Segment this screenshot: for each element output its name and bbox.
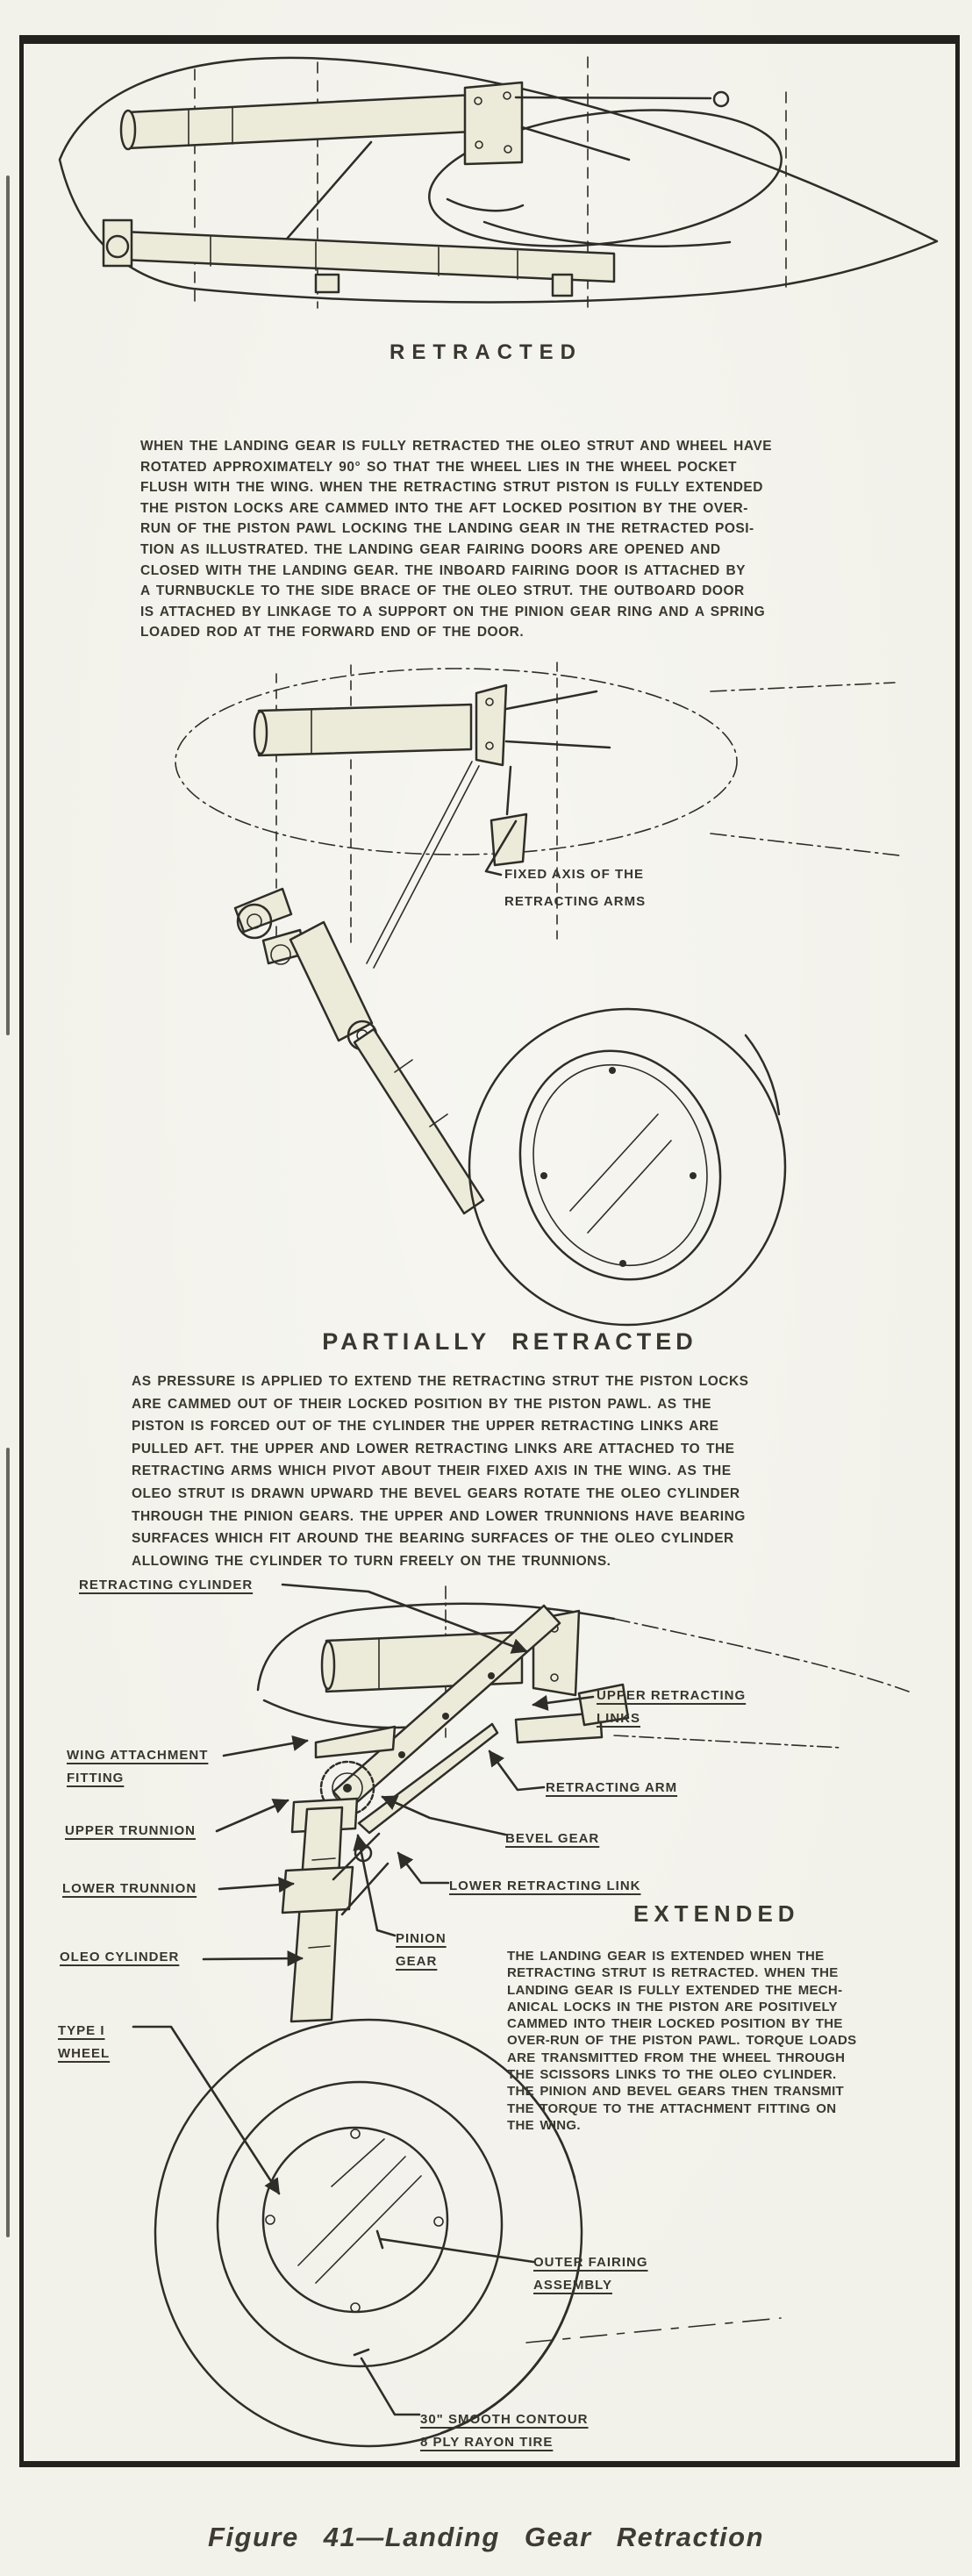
partially-retracted-diagram — [132, 658, 904, 1327]
retracted-heading: RETRACTED — [390, 340, 582, 364]
retracting-cylinder-callout: RETRACTING CYLINDER — [79, 1578, 254, 1592]
upper-trunnion-callout: UPPER TRUNNION — [65, 1823, 197, 1838]
fixed-axis-callout: FIXED AXIS OF THE RETRACTING ARMS — [504, 867, 647, 909]
upper-retracting-links-callout: UPPER RETRACTING LINKS — [597, 1688, 747, 1726]
tire-callout: 30" SMOOTH CONTOUR 8 PLY RAYON TIRE — [420, 2412, 589, 2450]
scan-artifact — [6, 1448, 10, 2237]
landing-gear-beam — [104, 220, 614, 296]
oleo-strut — [235, 889, 483, 1213]
extended-paragraph: THE LANDING GEAR IS EXTENDED WHEN THE RETRACTING STRUT IS RETRACTED. WHEN THE LANDING GEAR IS FULLY EXTENDED THE MECH- ANICAL LOCKS IN THE PISTON ARE POSITIVELY CAMMED INTO THEIR LOCKED POSITION BY THE OVER-RUN OF THE PISTON PAWL. TORQUE LOADS ARE TRANSMITTED FROM THE WHEEL THROUGH THE SCISSORS LINKS TO THE OLEO CYLINDER. THE PINION AND BEVEL GEARS THEN TRANSMIT THE TORQUE TO THE ATTACHMENT FITTING ON THE WING. — [507, 1949, 857, 2133]
figure-caption: Figure 41—Landing Gear Retraction — [207, 2522, 765, 2552]
retracted-diagram — [26, 39, 956, 348]
extended-heading: EXTENDED — [633, 1900, 800, 1927]
retracted-paragraph: WHEN THE LANDING GEAR IS FULLY RETRACTED THE OLEO STRUT AND WHEEL HAVE ROTATED APPROXIMATELY 90° SO THAT THE WHEEL LIES IN THE WHEEL POCKET FLUSH WITH THE WING. WHEN THE RETRACTING STRUT PISTON IS FULLY EXTENDED THE PISTON LOCKS ARE CAMMED INTO THE AFT LOCKED POSITION BY THE OVER- RUN OF THE PISTON PAWL LOCKING THE LANDING GEAR IN THE RETRACTED POSI- TION AS ILLUSTRATED. THE LANDING GEAR FAIRING DOORS ARE OPENED AND CLOSED WITH THE LANDING GEAR. THE INBOARD FAIRING DOOR IS ATTACHED BY A TURNBUCKLE TO THE SIDE BRACE OF THE OLEO STRUT. THE OUTBOARD DOOR IS ATTACHED BY LINKAGE TO A SUPPORT ON THE PINION GEAR RING AND A SPRING LOADED ROD AT THE FORWARD END OF THE DOOR. — [140, 439, 773, 640]
retracting-arm-callout: RETRACTING ARM — [546, 1780, 678, 1795]
scan-artifact — [6, 175, 10, 1035]
type-i-wheel-callout: TYPE I WHEEL — [58, 2023, 111, 2061]
outer-fairing-assembly-callout: OUTER FAIRING ASSEMBLY — [533, 2255, 648, 2293]
lower-trunnion-callout: LOWER TRUNNION — [62, 1881, 197, 1896]
bevel-gear-callout: BEVEL GEAR — [505, 1831, 600, 1846]
partially-retracted-paragraph: AS PRESSURE IS APPLIED TO EXTEND THE RETRACTING STRUT THE PISTON LOCKS ARE CAMMED OUT OF THEIR LOCKED POSITION BY THE PISTON PAWL. AS THE PISTON IS FORCED OUT OF THE CYLINDER THE UPPER RETRACTING LINKS ARE PULLED AFT. THE UPPER AND LOWER RETRACTING LINKS ARE ATTACHED TO THE RETRACTING ARMS WHICH PIVOT ABOUT THEIR FIXED AXIS IN THE WING. AS THE OLEO STRUT IS DRAWN UPWARD THE BEVEL GEARS ROTATE THE OLEO CYLINDER THROUGH THE PINION GEARS. THE UPPER AND LOWER TRUNNIONS HAVE BEARING SURFACES WHICH FIT AROUND THE BEARING SURFACES OF THE OLEO CYLINDER ALLOWING THE CYLINDER TO TURN FREELY ON THE TRUNNIONS. — [132, 1374, 749, 1569]
lower-retracting-link-callout: LOWER RETRACTING LINK — [449, 1878, 641, 1893]
partially-retracted-heading: PARTIALLY RETRACTED — [322, 1328, 697, 1355]
oleo-cylinder-callout: OLEO CYLINDER — [60, 1950, 180, 1964]
wing-attachment-fitting-callout: WING ATTACHMENT FITTING — [67, 1748, 209, 1785]
wheel — [469, 1009, 785, 1325]
pinion-gear-callout: PINION GEAR — [396, 1931, 447, 1969]
